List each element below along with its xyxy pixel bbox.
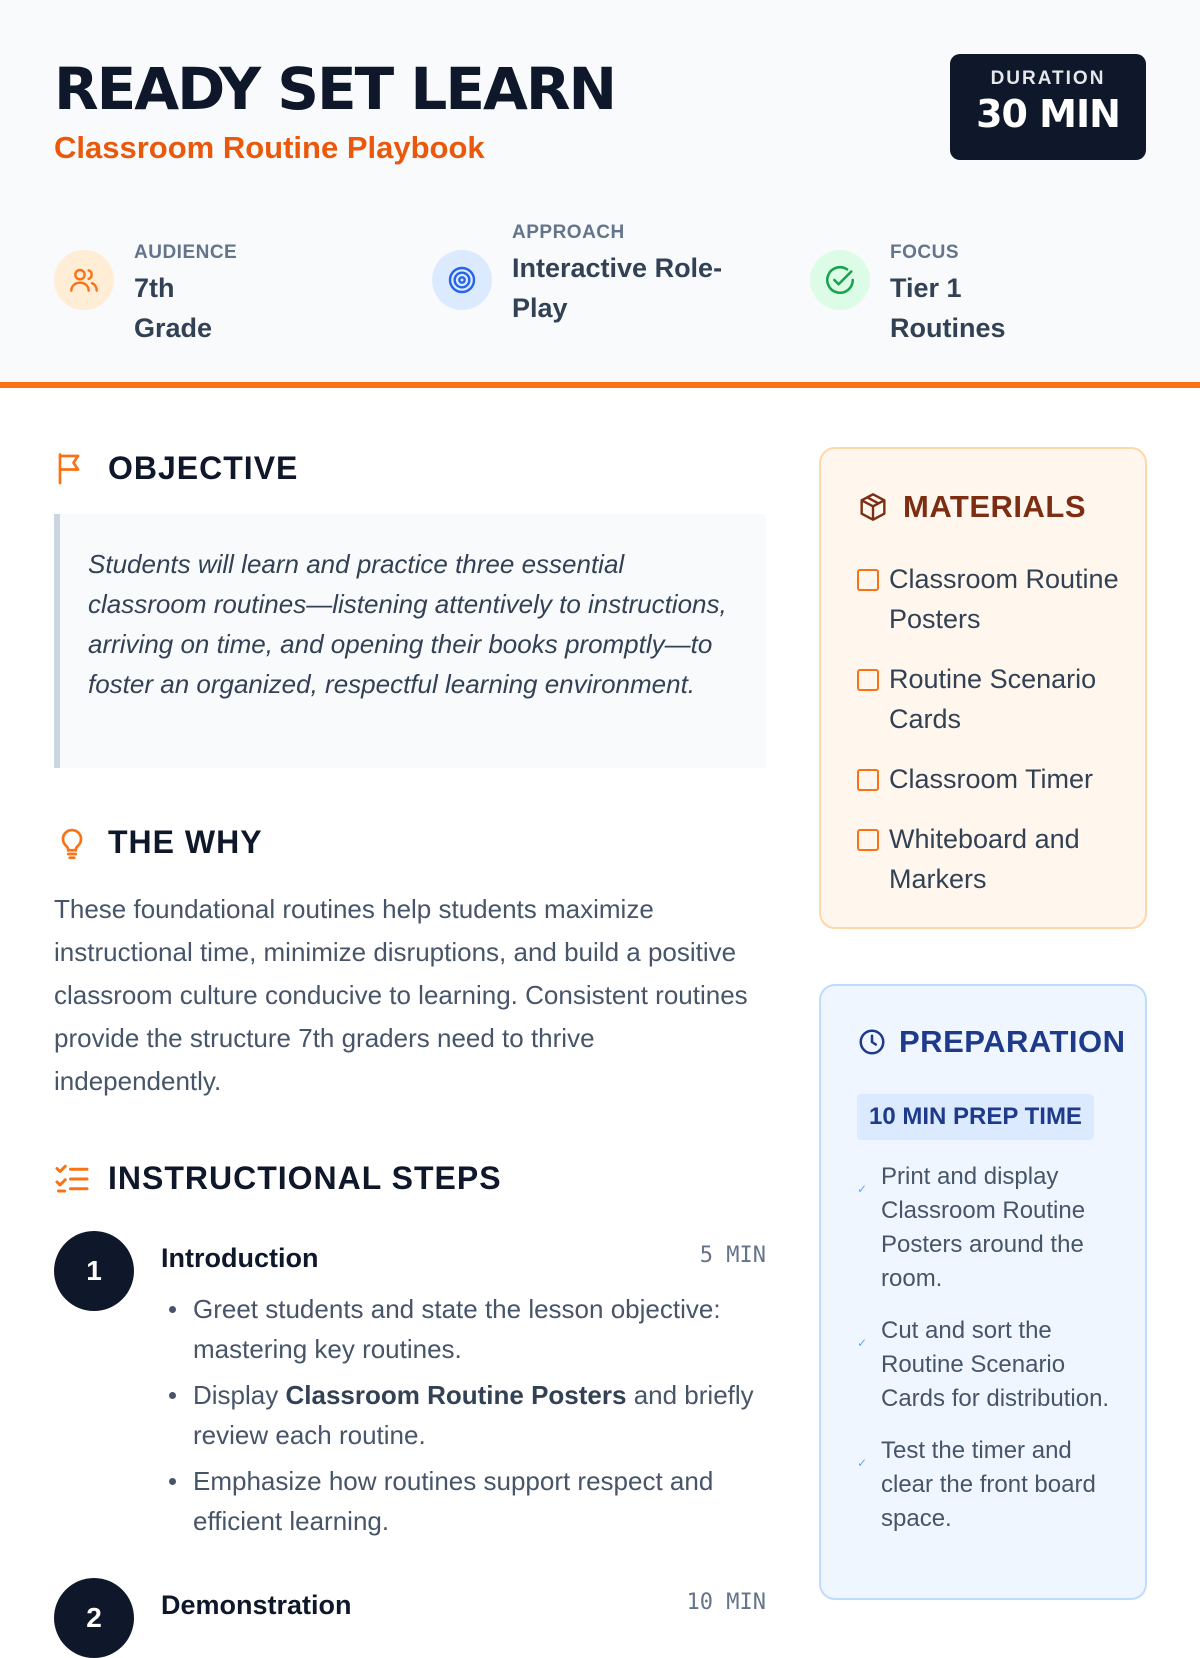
why-heading: THE WHY (54, 822, 263, 862)
list-item: ✓ Test the timer and clear the front board space. (857, 1437, 1096, 1532)
list-item: Classroom Timer (857, 759, 1127, 799)
list-item: Whiteboard and Markers (857, 819, 1127, 899)
list-item: Display Classroom Routine Posters and briefly review each routine. (161, 1375, 766, 1455)
list-item: Emphasize how routines support respect and efficient learning. (161, 1461, 766, 1541)
step-bullets (161, 1289, 766, 1547)
lightbulb-icon (54, 822, 90, 862)
duration-value: 30 MIN (976, 92, 1120, 136)
meta-key: AUDIENCE (134, 242, 238, 263)
list-checks-icon (54, 1161, 90, 1197)
page-title: READY SET LEARN (54, 55, 616, 123)
preparation-heading: PREPARATION (857, 1024, 1126, 1060)
step-name: Introduction (161, 1243, 319, 1273)
page-subtitle: Classroom Routine Playbook (54, 130, 485, 165)
check-icon: ✓ (857, 1336, 868, 1350)
clock-icon (857, 1027, 887, 1057)
list-item: Classroom Routine Posters (857, 559, 1127, 639)
step-number: 1 (54, 1231, 134, 1311)
target-icon (432, 250, 492, 310)
meta-key: APPROACH (512, 222, 625, 243)
objective-text: Students will learn and practice three essential classroom routines—listening attentively to instructions, arriving on time, and opening their books promptly—to foster an organized, respectful learning environment. (54, 514, 766, 768)
check-circle-icon (810, 250, 870, 310)
duration-badge (950, 54, 1146, 160)
materials-heading: MATERIALS (857, 489, 1086, 525)
objective-heading: OBJECTIVE (54, 448, 298, 488)
flag-icon (54, 448, 90, 488)
step-time: 5 MIN (699, 1243, 766, 1268)
steps-heading: INSTRUCTIONAL STEPS (54, 1160, 502, 1197)
prep-time-badge: 10 MIN PREP TIME (857, 1094, 1094, 1140)
step-number: 2 (54, 1578, 134, 1658)
materials-list (857, 559, 1127, 919)
list-item: Greet students and state the lesson objective: mastering key routines. (161, 1289, 766, 1369)
list-item: ✓ Print and display Classroom Routine Posters around the room. (857, 1163, 1086, 1292)
users-icon (54, 250, 114, 310)
meta-value: 7th Grade (134, 273, 213, 343)
preparation-list (857, 1160, 1117, 1554)
list-item: Routine Scenario Cards (857, 659, 1127, 739)
preparation-card (819, 984, 1147, 1600)
why-text: These foundational routines help students maximize instructional time, minimize disruptions, and build a positive classroom culture conducive to learning. Consistent routines provide the structure 7th graders need to thrive independently. (54, 894, 748, 1096)
materials-card (819, 447, 1147, 929)
check-icon: ✓ (857, 1456, 868, 1470)
package-icon (857, 491, 889, 523)
meta-value: Interactive Role-Play (512, 253, 723, 323)
meta-key: FOCUS (890, 242, 959, 263)
meta-value: Tier 1 Routines (890, 273, 1006, 343)
header (0, 0, 1200, 388)
step-name: Demonstration (161, 1590, 352, 1620)
check-icon: ✓ (857, 1182, 868, 1196)
step-time: 10 MIN (686, 1590, 766, 1615)
duration-label: DURATION (990, 68, 1106, 89)
list-item: ✓ Cut and sort the Routine Scenario Cards for distribution. (857, 1317, 1110, 1412)
